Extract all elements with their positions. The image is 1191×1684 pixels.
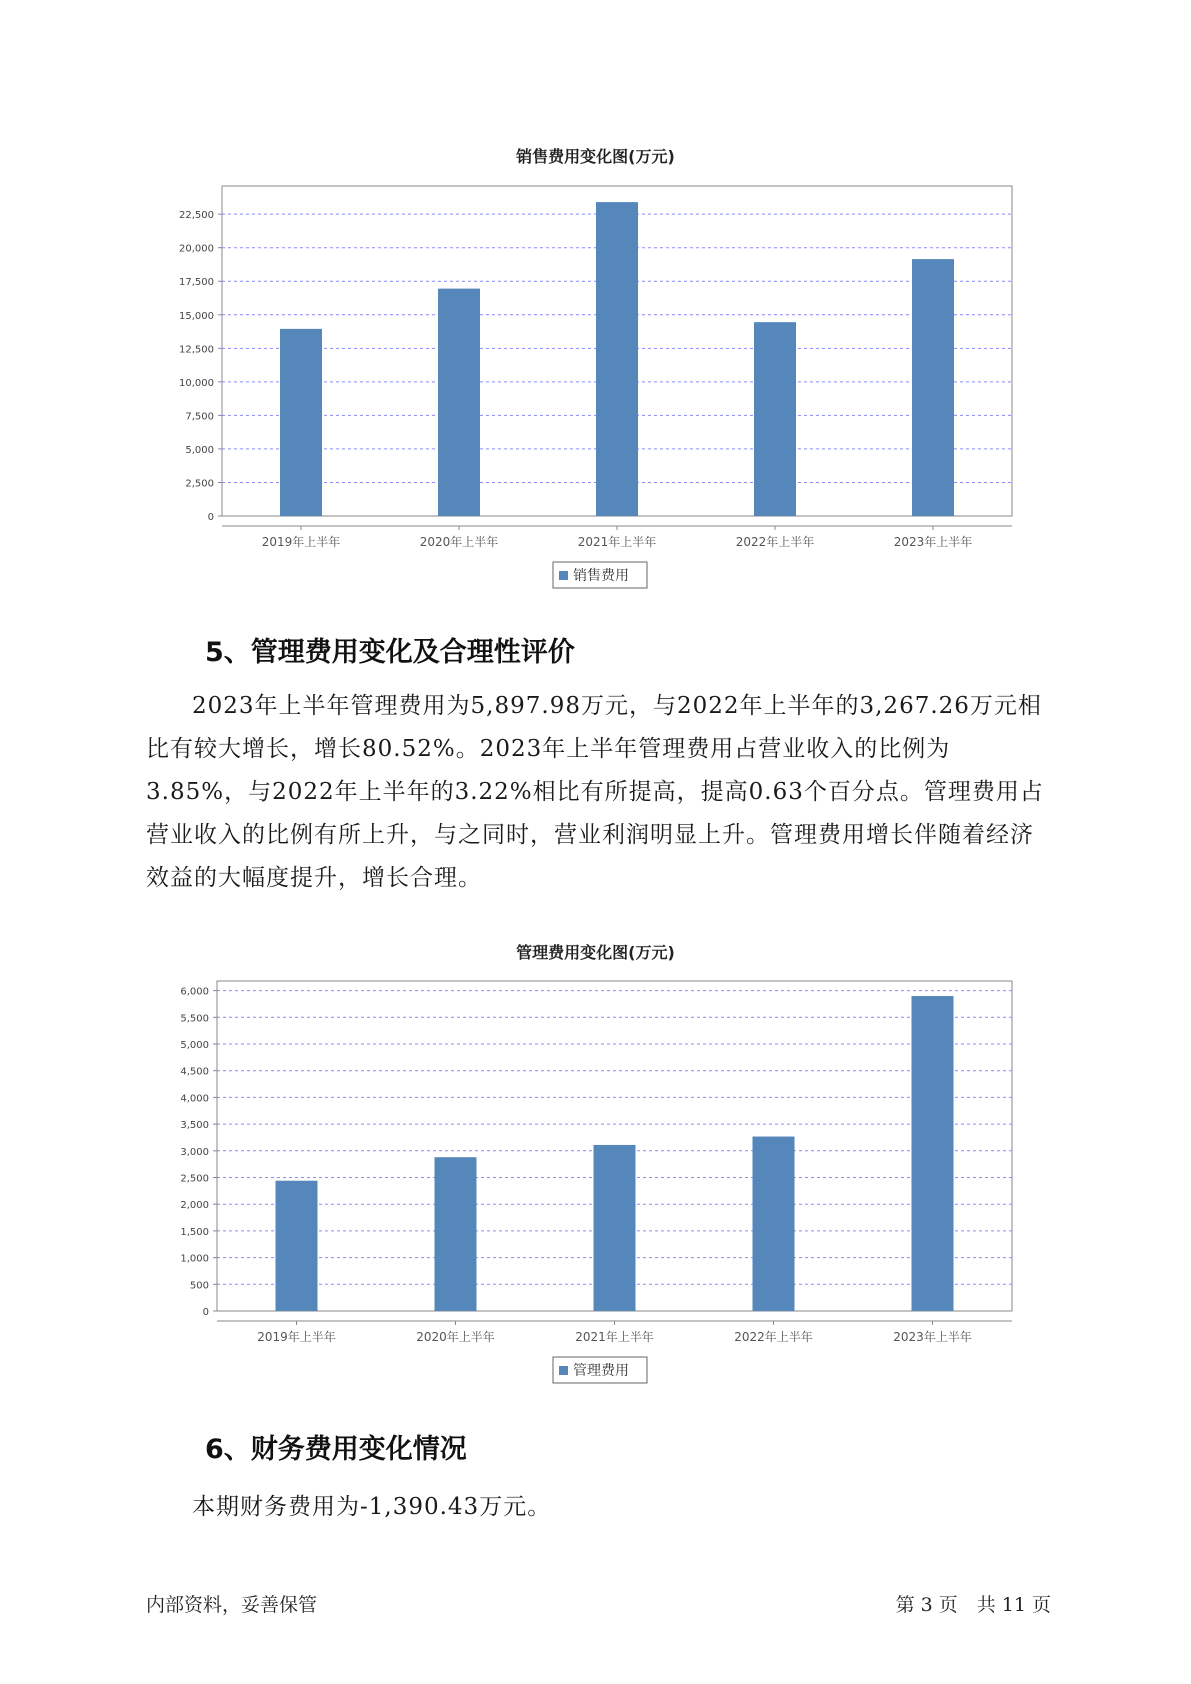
admin-expense-chart [0, 968, 1191, 1388]
y-tick-label: 2,500 [185, 478, 214, 490]
y-tick-label: 15,000 [179, 310, 214, 322]
y-tick-label: 1,000 [180, 1253, 209, 1265]
y-tick-label: 0 [207, 512, 214, 523]
y-tick-label: 0 [202, 1307, 209, 1318]
y-tick-label: 500 [189, 1280, 209, 1292]
y-tick-label: 2,500 [180, 1173, 209, 1185]
chart-title: 管理费用变化图(万元) [516, 943, 675, 962]
y-tick-label: 22,500 [179, 210, 214, 222]
x-tick-label: 2020年上半年 [416, 1330, 495, 1344]
y-tick-label: 4,000 [180, 1093, 209, 1105]
footer-confidential: 内部资料，妥善保管 [146, 1594, 318, 1616]
y-tick-label: 3,000 [180, 1146, 209, 1158]
bar [753, 1137, 795, 1311]
bar [912, 259, 954, 516]
y-tick-label: 7,500 [185, 411, 214, 423]
chart-title: 销售费用变化图(万元) [516, 147, 675, 166]
y-tick-label: 1,500 [180, 1226, 209, 1238]
x-tick-label: 2020年上半年 [419, 535, 499, 549]
x-tick-label: 2019年上半年 [261, 535, 341, 549]
y-tick-label: 5,500 [180, 1013, 209, 1025]
x-tick-label: 2022年上半年 [734, 1330, 813, 1344]
y-tick-label: 2,000 [180, 1200, 209, 1212]
y-tick-label: 12,500 [179, 344, 214, 356]
bar [435, 1157, 477, 1311]
legend-label: 销售费用 [573, 568, 629, 584]
sales-expense-chart [0, 172, 1191, 592]
legend-swatch [559, 571, 568, 580]
bar [754, 322, 796, 516]
section-paragraph: 本期财务费用为-1,390.43万元。 [192, 1494, 552, 1520]
bar [596, 202, 638, 516]
bar [276, 1181, 318, 1311]
bar [438, 289, 480, 516]
y-tick-label: 20,000 [179, 243, 214, 255]
x-tick-label: 2022年上半年 [735, 535, 815, 549]
x-tick-label: 2021年上半年 [577, 535, 657, 549]
x-tick-label: 2023年上半年 [893, 1330, 972, 1344]
y-tick-label: 10,000 [179, 377, 214, 389]
x-tick-label: 2023年上半年 [893, 535, 973, 549]
y-tick-label: 4,500 [180, 1066, 209, 1078]
bar [280, 329, 322, 516]
footer-page-number: 第 3 页 共 11 页 [895, 1594, 1051, 1616]
section-heading: 5、管理费用变化及合理性评价 [205, 637, 575, 668]
x-tick-label: 2021年上半年 [575, 1330, 654, 1344]
section-heading: 6、财务费用变化情况 [205, 1434, 467, 1465]
bar [912, 996, 954, 1311]
y-tick-label: 3,500 [180, 1120, 209, 1132]
y-tick-label: 6,000 [180, 986, 209, 998]
x-tick-label: 2019年上半年 [257, 1330, 336, 1344]
y-tick-label: 5,000 [180, 1040, 209, 1052]
section-paragraph: 2023年上半年管理费用为5,897.98万元，与2022年上半年的3,267.26万元相比有较大增长，增长80.52%。2023年上半年管理费用占营业收入的比例为3.85%，与2022年上半年的3.22%相比有所提高，提高0.63个百分点。管理费用占营业收入的比例有所上升，与之同时，营业利润明显上升。管理费用增长伴随着经济效益的大幅度提升，增长合理。 [146, 693, 1044, 891]
y-tick-label: 5,000 [185, 444, 214, 456]
bar [594, 1145, 636, 1311]
y-tick-label: 17,500 [179, 277, 214, 289]
legend-label: 管理费用 [573, 1363, 629, 1379]
legend-swatch [559, 1366, 568, 1375]
